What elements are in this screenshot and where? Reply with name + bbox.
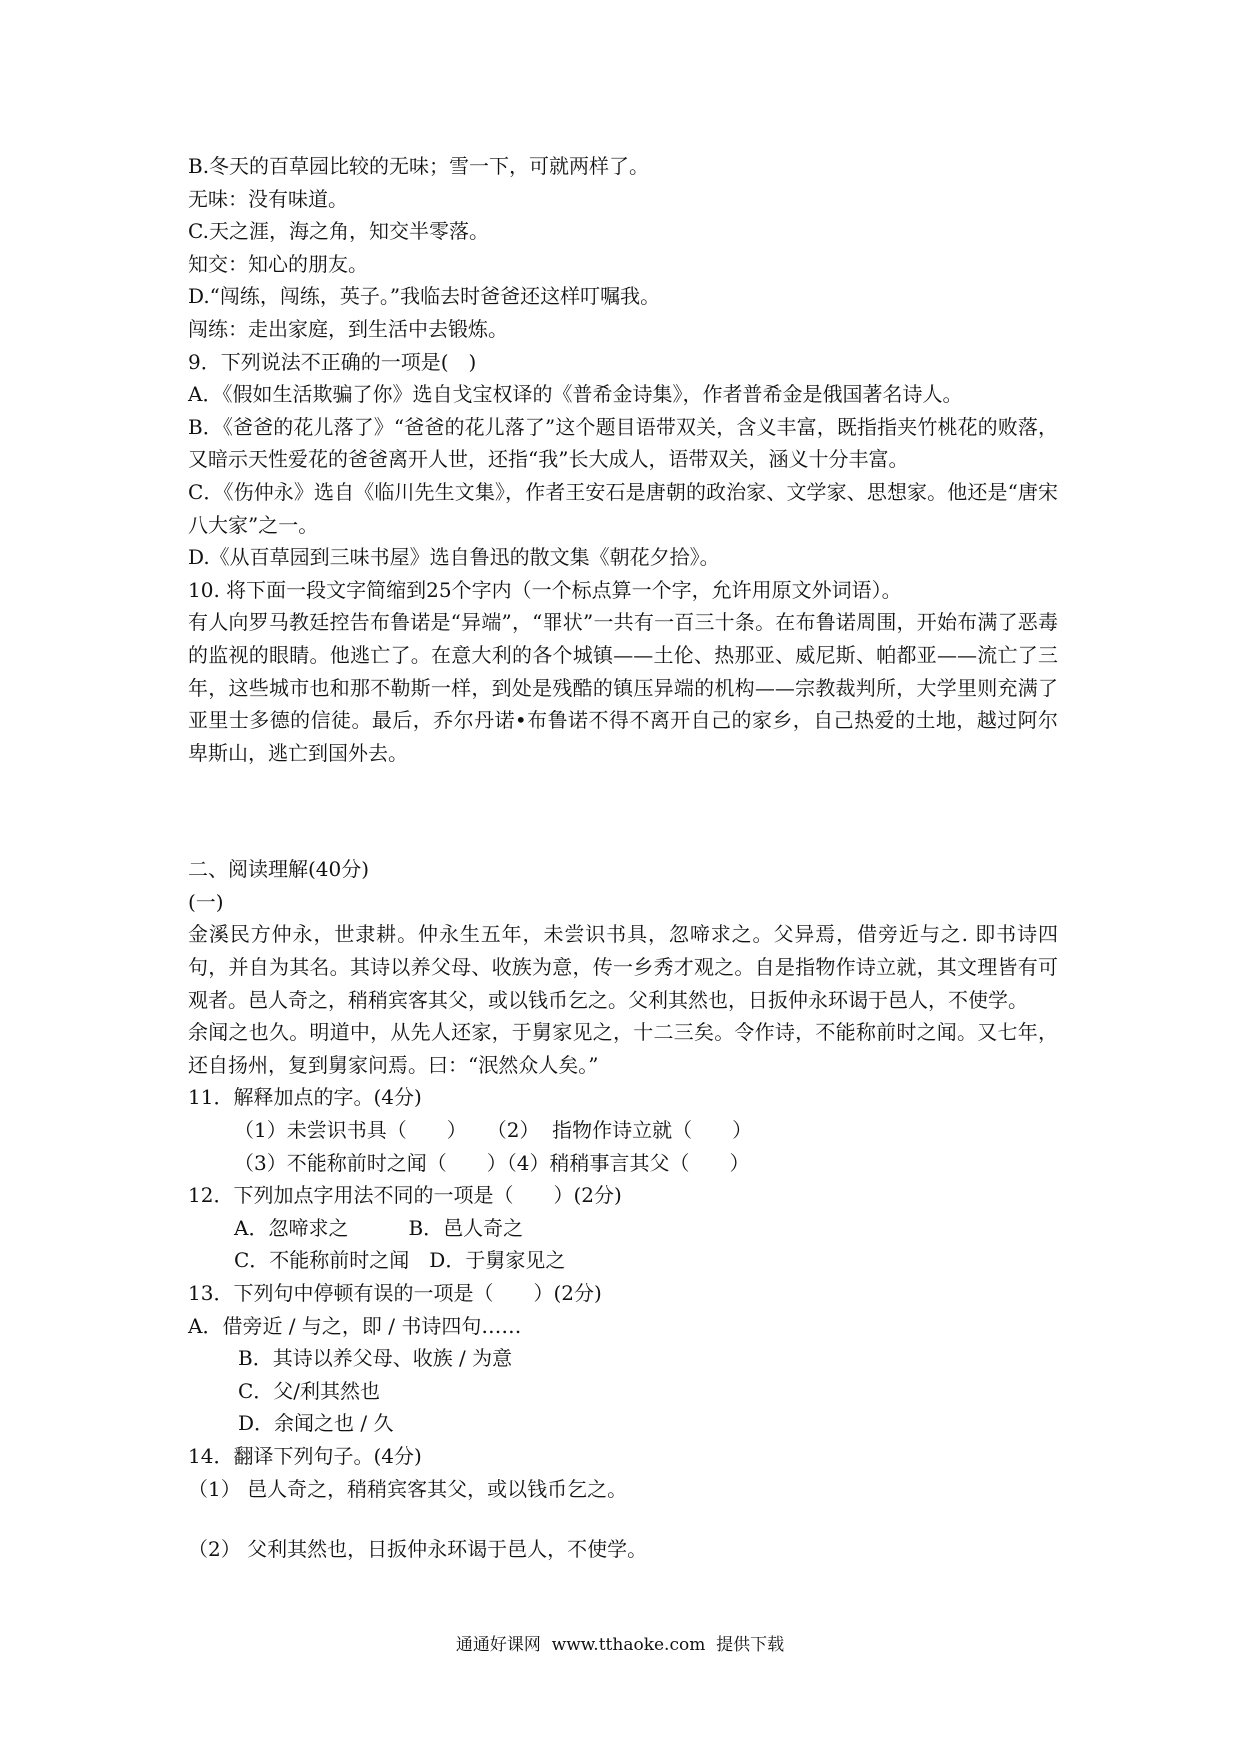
question-13-option-d: D．余闻之也 / 久 [238, 1411, 394, 1436]
subsection-1-heading: (一) [188, 889, 224, 914]
classical-passage-paragraph-1: 金溪民方仲永，世隶耕。仲永生五年，未尝识书具，忽啼求之。父异焉，借旁近与之. 即书诗四句，并自为其名。其诗以养父母、收族为意，传一乡秀才观之。自是指物作诗立就，其文理皆有可观者。邑人奇之，稍稍宾客其父，或以钱币乞之。父利其然也，日扳仲永环谒于邑人，不使学。 [188, 922, 1058, 1012]
question-9-option-d: D.《从百草园到三味书屋》选自鲁迅的散文集《朝花夕拾》。 [188, 545, 720, 570]
question-11-items-1-2: （1）未尝识书具（ ） （2） 指物作诗立就（ ） [234, 1118, 753, 1143]
answer-gap [188, 1505, 1058, 1533]
question-12-options-a-b: A．忽啼求之 B．邑人奇之 [234, 1215, 524, 1240]
question-10: 10. 将下面一段文字简缩到25个字内（一个标点算一个字，允许用原文外词语）。 [188, 577, 902, 602]
question-12: 12．下列加点字用法不同的一项是（ ）(2分) [188, 1183, 622, 1208]
question-13-option-a: A．借旁近 / 与之，即 / 书诗四句…… [188, 1313, 522, 1338]
section-2-heading: 二、阅读理解(40分) [188, 857, 370, 882]
page-footer: 通通好课网 www.tthaoke.com 提供下载 [455, 1635, 785, 1655]
option-b-sentence: B.冬天的百草园比较的无味；雪一下，可就两样了。 [188, 154, 650, 178]
question-13-option-c: C．父/利其然也 [238, 1378, 381, 1403]
page-content [188, 150, 1058, 1566]
question-14: 14．翻译下列句子。(4分) [188, 1443, 422, 1468]
option-d-definition: 闯练：走出家庭，到生活中去锻炼。 [188, 316, 508, 341]
question-14-sentence-2: （2） 父利其然也，日扳仲永环谒于邑人，不使学。 [188, 1537, 648, 1562]
section-gap [188, 769, 1058, 853]
question-12-options-c-d: C．不能称前时之闻 D．于舅家见之 [234, 1248, 566, 1273]
question-11-items-3-4: （3）不能称前时之闻（ ）（4）稍稍事言其父（ ） [234, 1150, 750, 1175]
option-c-sentence: C.天之涯，海之角，知交半零落。 [188, 219, 489, 244]
question-9-option-c: C．《伤仲永》选自《临川先生文集》，作者王安石是唐朝的政治家、文学家、思想家。他还是“唐宋八大家”之一。 [188, 479, 1058, 537]
question-10-passage: 有人向罗马教廷控告布鲁诺是“异端”，“罪状”一共有一百三十条。在布鲁诺周围，开始布满了恶毒的监视的眼睛。他逃亡了。在意大利的各个城镇——土伦、热那亚、威尼斯、帕都亚——流亡了三年，这些城市也和那不勒斯一样，到处是残酷的镇压异端的机构——宗教裁判所，大学里则充满了亚里士多德的信徒。最后，乔尔丹诺•布鲁诺不得不离开自己的家乡，自己热爱的土地，越过阿尔卑斯山，逃亡到国外去。 [188, 610, 1058, 765]
option-c-definition: 知交：知心的朋友。 [188, 251, 368, 276]
option-b-definition: 无味：没有味道。 [188, 186, 348, 211]
classical-passage-paragraph-2: 余闻之也久。明道中，从先人还家，于舅家见之，十二三矣。令作诗，不能称前时之闻。又七年，还自扬州，复到舅家问焉。曰：“泯然众人矣。” [188, 1020, 1058, 1077]
question-9-option-b: B．《爸爸的花儿落了》“爸爸的花儿落了”这个题目语带双关，含义丰富，既指指夹竹桃花的败落，又暗示天性爱花的爸爸离开人世，还指“我”长大成人，语带双关，涵义十分丰富。 [188, 414, 1058, 472]
question-9: 9．下列说法不正确的一项是( ) [188, 349, 477, 374]
question-14-sentence-1: （1） 邑人奇之，稍稍宾客其父，或以钱币乞之。 [188, 1476, 628, 1501]
option-d-sentence: D.“闯练，闯练，英子。”我临去时爸爸还这样叮嘱我。 [188, 284, 661, 309]
question-13-option-b: B．其诗以养父母、收族 / 为意 [238, 1346, 513, 1371]
question-13: 13．下列句中停顿有误的一项是（ ）(2分) [188, 1281, 602, 1305]
question-11: 11．解释加点的字。(4分) [188, 1085, 422, 1110]
question-9-option-a: A．《假如生活欺骗了你》选自戈宝权译的《普希金诗集》，作者普希金是俄国著名诗人。 [188, 382, 963, 407]
